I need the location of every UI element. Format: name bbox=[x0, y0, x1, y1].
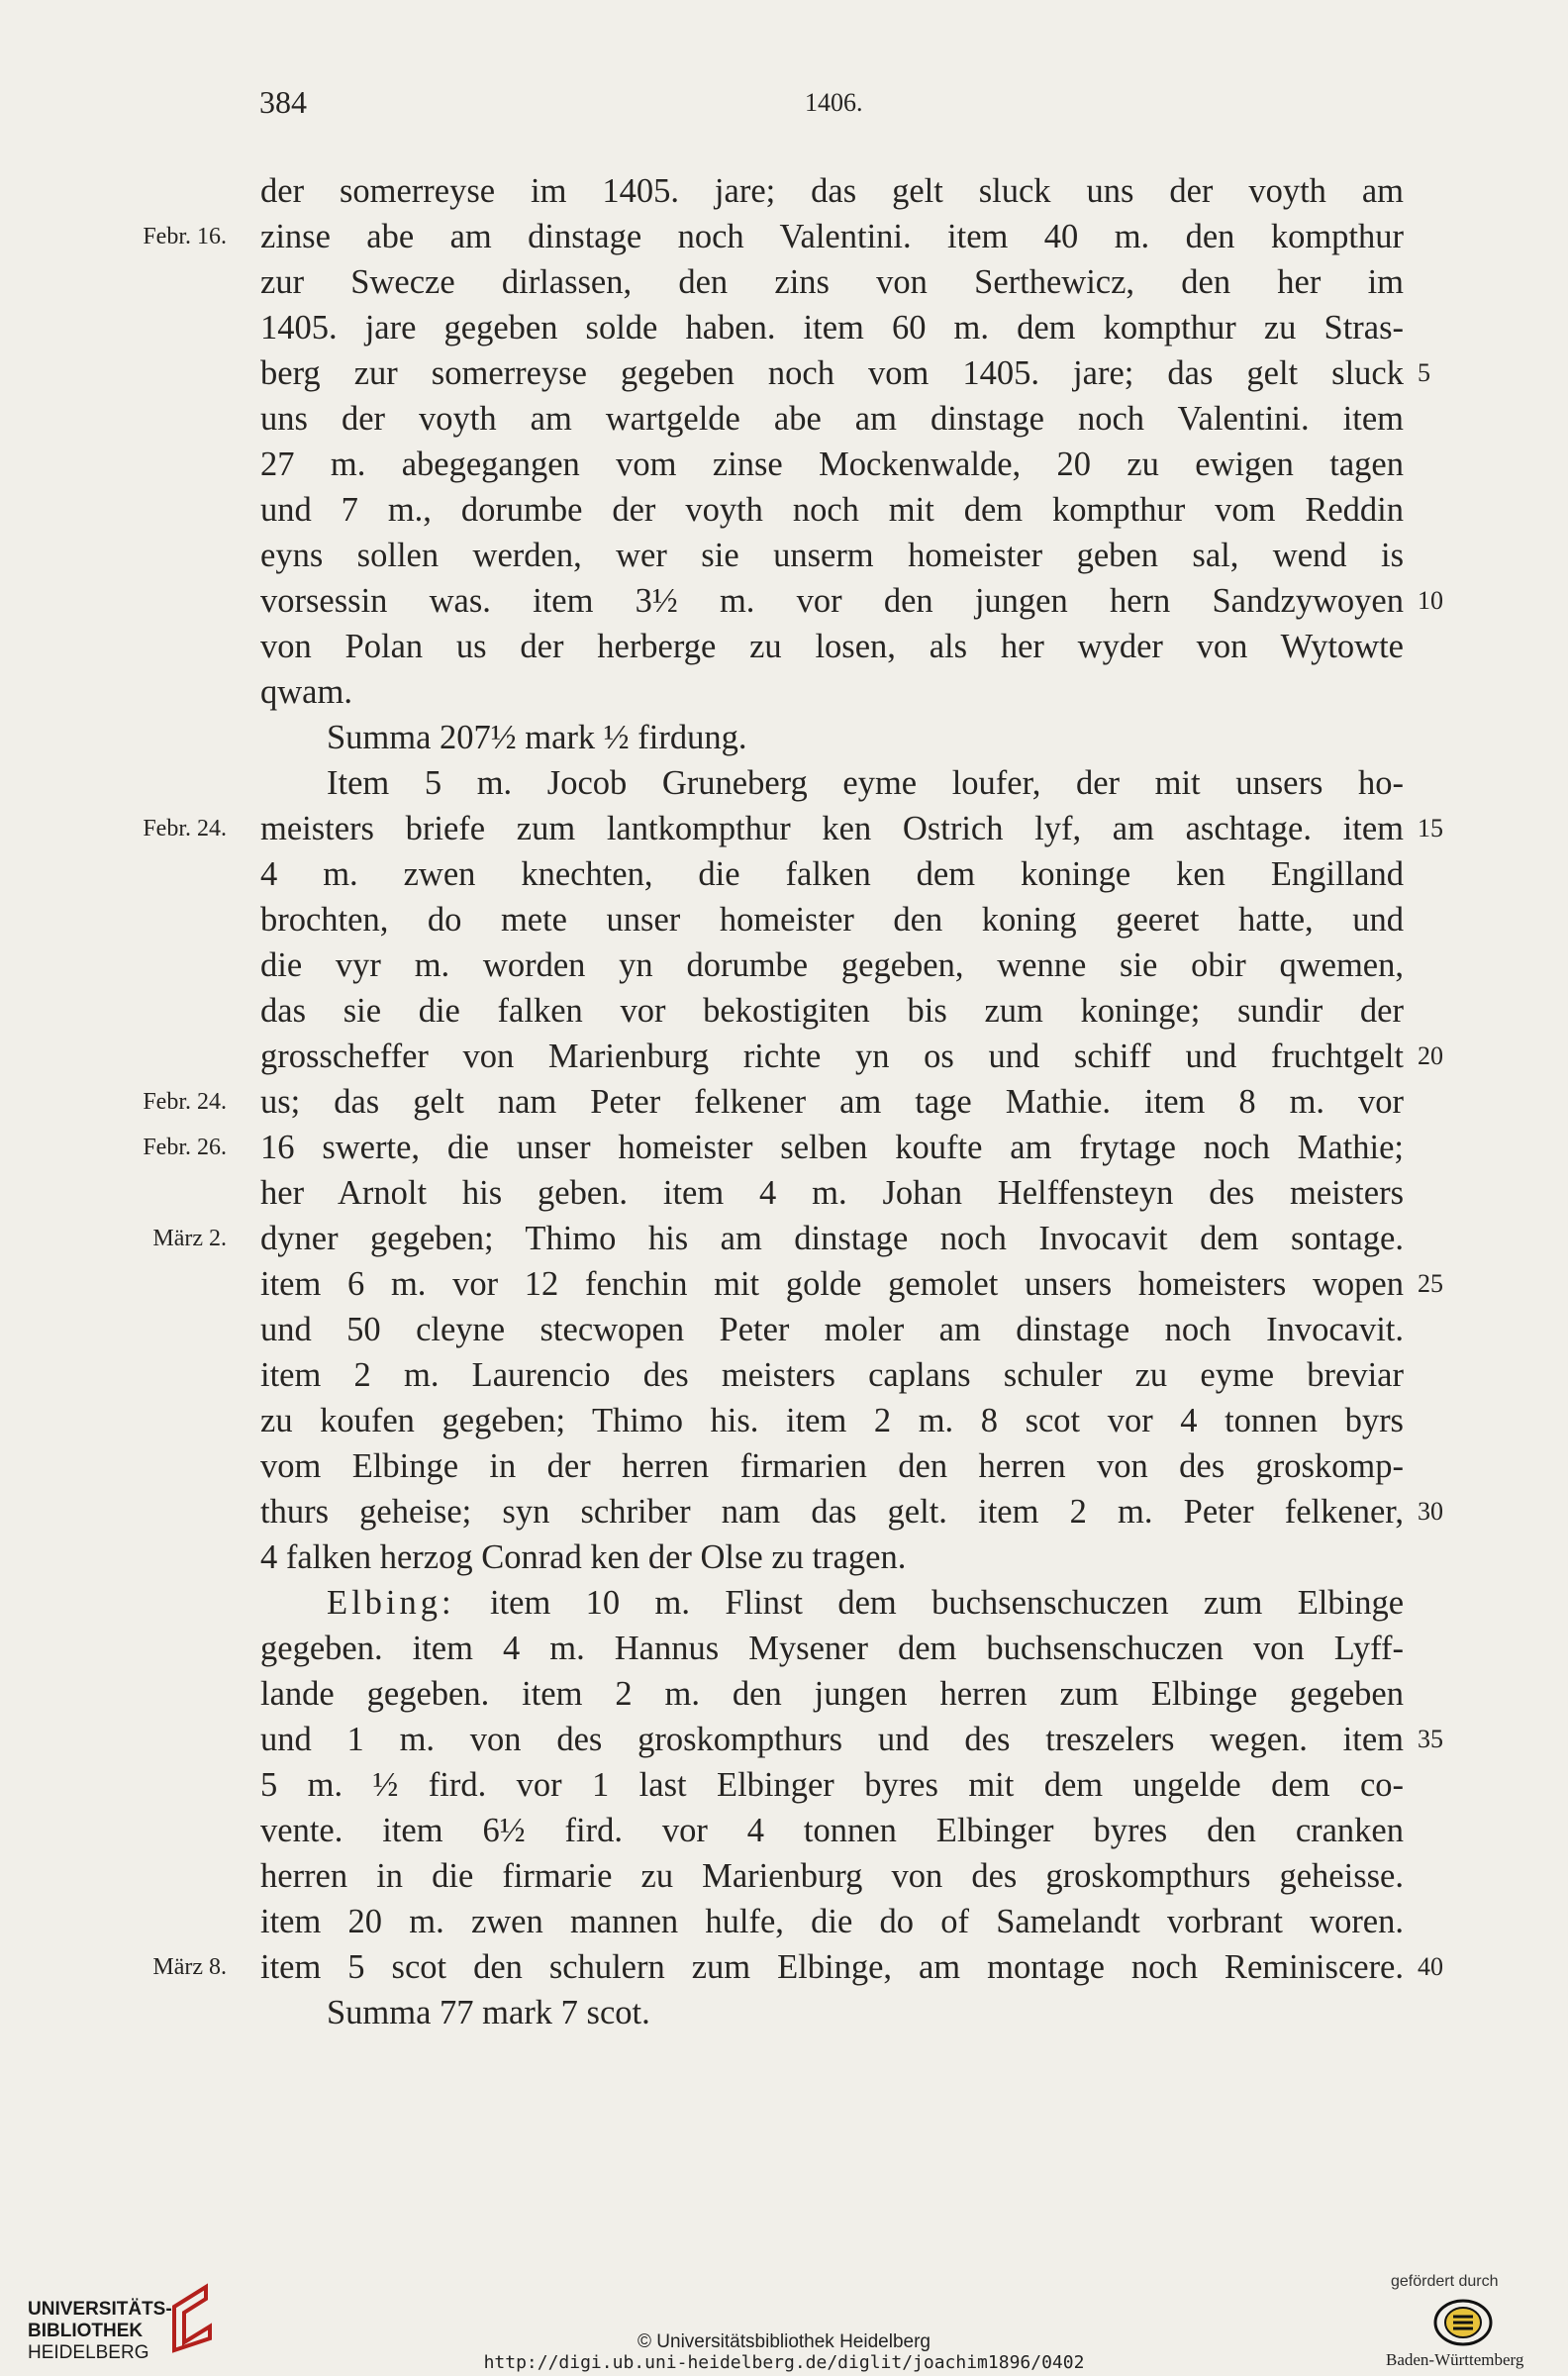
text-line bbox=[260, 1580, 1404, 1626]
text-line: item 5 scot den schulern zum Elbinge, am montage noch Reminiscere. bbox=[260, 1948, 1404, 1986]
text-line: der somerreyse im 1405. jare; das gelt sluck uns der voyth am bbox=[260, 172, 1404, 210]
text-line: thurs geheise; syn schriber nam das gelt. item 2 m. Peter felkener, bbox=[260, 1493, 1404, 1531]
text-line: gegeben. item 4 m. Hannus Mysener dem buchsenschuczen von Lyff- bbox=[260, 1630, 1404, 1667]
text-line: das sie die falken vor bekostigiten bis zum koninge; sundir der bbox=[260, 992, 1404, 1030]
margin-date: Febr. 24. bbox=[143, 1089, 227, 1115]
margin-date: März 8. bbox=[152, 1954, 227, 1980]
line-number: 5 bbox=[1418, 358, 1430, 387]
text-line: 5 m. ½ fird. vor 1 last Elbinger byres mit dem ungelde dem co- bbox=[260, 1766, 1404, 1804]
text-line: von Polan us der herberge zu losen, als her wyder von Wytowte bbox=[260, 628, 1404, 665]
text-line: vom Elbinge in der herren firmarien den herren von des groskomp- bbox=[260, 1447, 1404, 1485]
text-line: eyns sollen werden, wer sie unserm homeister geben sal, wend is bbox=[260, 537, 1404, 574]
summa-line: Summa 207½ mark ½ firdung. bbox=[327, 719, 747, 756]
library-name-line1: UNIVERSITÄTS- bbox=[28, 2299, 172, 2320]
text-line-rest: item 10 m. Flinst dem buchsenschuczen zum Elbinge bbox=[489, 1584, 1405, 1622]
funded-by-label: gefördert durch bbox=[1391, 2273, 1499, 2290]
text-line: brochten, do mete unser homeister den koning geeret hatte, und bbox=[260, 901, 1404, 939]
text-line: zinse abe am dinstage noch Valentini. item 40 m. den kompthur bbox=[260, 218, 1404, 255]
text-line: vorsessin was. item 3½ m. vor den jungen hern Sandzywoyen bbox=[260, 582, 1404, 620]
summa-line: Summa 77 mark 7 scot. bbox=[327, 1994, 650, 2031]
text-line: lande gegeben. item 2 m. den jungen herren zum Elbinge gegeben bbox=[260, 1675, 1404, 1713]
text-line: us; das gelt nam Peter felkener am tage Mathie. item 8 m. vor bbox=[260, 1083, 1404, 1121]
text-line: zur Swecze dirlassen, den zins von Serthewicz, den her im bbox=[260, 263, 1404, 301]
permalink[interactable]: http://digi.ub.uni-heidelberg.de/diglit/joachim1896/0402 bbox=[483, 2352, 1085, 2373]
line-number: 35 bbox=[1418, 1725, 1443, 1753]
line-number: 40 bbox=[1418, 1952, 1443, 1981]
text-line: vente. item 6½ fird. vor 4 tonnen Elbinger byres den cranken bbox=[260, 1812, 1404, 1849]
margin-date: März 2. bbox=[152, 1226, 227, 1251]
text-line: 16 swerte, die unser homeister selben koufte am frytage noch Mathie; bbox=[260, 1129, 1404, 1166]
text-line: und 7 m., dorumbe der voyth noch mit dem kompthur vom Reddin bbox=[260, 491, 1404, 529]
text-line: item 2 m. Laurencio des meisters caplans schuler zu eyme breviar bbox=[260, 1356, 1404, 1394]
text-line: item 6 m. vor 12 fenchin mit golde gemolet unsers homeisters wopen bbox=[260, 1265, 1404, 1303]
line-number: 15 bbox=[1418, 814, 1443, 842]
text-line: qwam. bbox=[260, 673, 352, 711]
funder-name: Baden-Württemberg bbox=[1386, 2350, 1524, 2369]
copyright-notice: © Universitätsbibliothek Heidelberg bbox=[637, 2331, 931, 2352]
margin-date: Febr. 16. bbox=[143, 224, 227, 249]
margin-date: Febr. 26. bbox=[143, 1135, 227, 1160]
text-line: und 1 m. von des groskompthurs und des treszelers wegen. item bbox=[260, 1721, 1404, 1758]
text-line: herren in die firmarie zu Marienburg von des groskompthurs geheisse. bbox=[260, 1857, 1404, 1895]
page-number: 384 bbox=[259, 84, 307, 120]
text-line: 1405. jare gegeben solde haben. item 60 m. dem kompthur zu Stras- bbox=[260, 309, 1404, 346]
text-line: berg zur somerreyse gegeben noch vom 1405. jare; das gelt sluck bbox=[260, 354, 1404, 392]
margin-date: Febr. 24. bbox=[143, 816, 227, 842]
footer bbox=[0, 2237, 1568, 2376]
baden-wuerttemberg-crest-icon bbox=[1433, 2299, 1493, 2346]
text-line: 27 m. abegegangen vom zinse Mockenwalde, 20 zu ewigen tagen bbox=[260, 446, 1404, 483]
line-number: 10 bbox=[1418, 586, 1443, 615]
text-line: uns der voyth am wartgelde abe am dinstage noch Valentini. item bbox=[260, 400, 1404, 438]
library-name-line2: BIBLIOTHEK bbox=[28, 2321, 144, 2341]
library-name-line3: HEIDELBERG bbox=[28, 2342, 149, 2363]
line-number: 30 bbox=[1418, 1497, 1443, 1526]
text-line: 4 falken herzog Conrad ken der Olse zu tragen. bbox=[260, 1538, 907, 1576]
text-line: Item 5 m. Jocob Gruneberg eyme loufer, der mit unsers ho- bbox=[327, 764, 1404, 802]
text-line: die vyr m. worden yn dorumbe gegeben, wenne sie obir qwemen, bbox=[260, 946, 1404, 984]
text-line: dyner gegeben; Thimo his am dinstage noch Invocavit dem sontage. bbox=[260, 1220, 1404, 1257]
page-header bbox=[0, 84, 1568, 134]
line-number: 25 bbox=[1418, 1269, 1443, 1298]
body-text bbox=[0, 168, 1568, 2049]
line-number: 20 bbox=[1418, 1041, 1443, 1070]
running-title: 1406. bbox=[805, 88, 863, 117]
text-line: grosscheffer von Marienburg richte yn os und schiff und fruchtgelt bbox=[260, 1038, 1404, 1075]
text-line: item 20 m. zwen mannen hulfe, die do of Samelandt vorbrant woren. bbox=[260, 1903, 1404, 1940]
text-line: meisters briefe zum lantkompthur ken Ostrich lyf, am aschtage. item bbox=[260, 810, 1404, 847]
text-line: zu koufen gegeben; Thimo his. item 2 m. 8 scot vor 4 tonnen byrs bbox=[260, 1402, 1404, 1439]
spaced-heading: Elbing: bbox=[327, 1584, 455, 1622]
text-line: 4 m. zwen knechten, die falken dem koninge ken Engilland bbox=[260, 855, 1404, 893]
text-line: und 50 cleyne stecwopen Peter moler am dinstage noch Invocavit. bbox=[260, 1311, 1404, 1348]
text-line: her Arnolt his geben. item 4 m. Johan Helffensteyn des meisters bbox=[260, 1174, 1404, 1212]
